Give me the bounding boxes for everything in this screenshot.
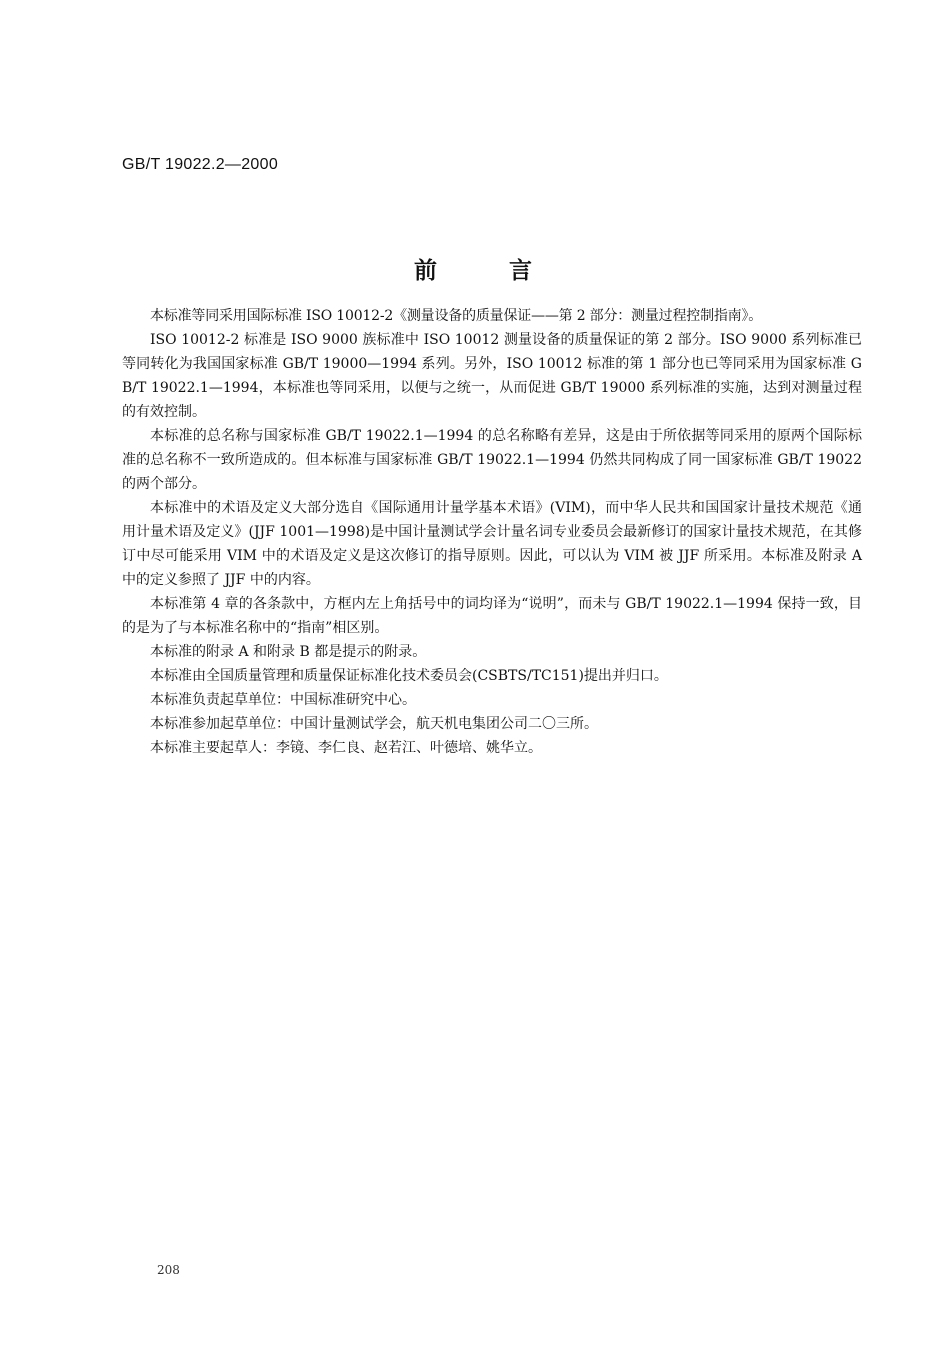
standard-code: GB/T 19022.2—2000 <box>122 156 279 173</box>
paragraph-adoption: 本标准等同采用国际标准 ISO 10012-2《测量设备的质量保证——第 2 部分：测量过程控制指南》。 <box>150 308 763 324</box>
section-title-foreword: 前言 <box>414 258 604 284</box>
paragraph-annexes: 本标准的附录 A 和附录 B 都是提示的附录。 <box>150 644 427 660</box>
page-number: 208 <box>157 1263 180 1277</box>
paragraph-terms-definitions: 本标准中的术语及定义大部分选自《国际通用计量学基本术语》(VIM)，而中华人民共和国国家计量技术规范《通用计量术语及定义》(JJF 1001—1998)是中国计量测试学会计量名词专业委员会最新修订的国家计量技术规范，在其修订中尽可能采用 VIM 中的术语及定义是这次修订的指导原则。因此，可以认为 VIM 被 JJF 所采用。本标准及附录 A 中的定义参照了 JJF 中的内容。 <box>122 500 862 588</box>
paragraph-drafters: 本标准主要起草人：李镜、李仁良、赵若江、叶德培、姚华立。 <box>150 740 542 756</box>
paragraph-iso-series: ISO 10012-2 标准是 ISO 9000 族标准中 ISO 10012 测量设备的质量保证的第 2 部分。ISO 9000 系列标准已等同转化为我国国家标准 GB/T 19000—1994 系列。另外，ISO 10012 标准的第 1 部分也已等同采用为国家标准 GB/T 19022.1—1994，本标准也等同采用，以便与之统一，从而促进 GB/T 19000 系列标准的实施，达到对测量过程的有效控制。 <box>122 332 862 420</box>
paragraph-participating-units: 本标准参加起草单位：中国计量测试学会，航天机电集团公司二〇三所。 <box>150 716 598 732</box>
paragraph-title-difference: 本标准的总名称与国家标准 GB/T 19022.1—1994 的总名称略有差异，这是由于所依据等同采用的原两个国际标准的总名称不一致所造成的。但本标准与国家标准 GB/T 19022.1—1994 仍然共同构成了同一国家标准 GB/T 19022 的两个部分。 <box>122 428 862 492</box>
paragraph-proposer: 本标准由全国质量管理和质量保证标准化技术委员会(CSBTS/TC151)提出并归口。 <box>150 668 668 684</box>
paragraph-chapter-4-note: 本标准第 4 章的各条款中，方框内左上角括号中的词均译为“说明”，而未与 GB/T 19022.1—1994 保持一致，目的是为了与本标准名称中的“指南”相区别。 <box>122 596 862 636</box>
foreword-body <box>122 304 862 760</box>
paragraph-drafting-unit: 本标准负责起草单位：中国标准研究中心。 <box>150 692 416 708</box>
